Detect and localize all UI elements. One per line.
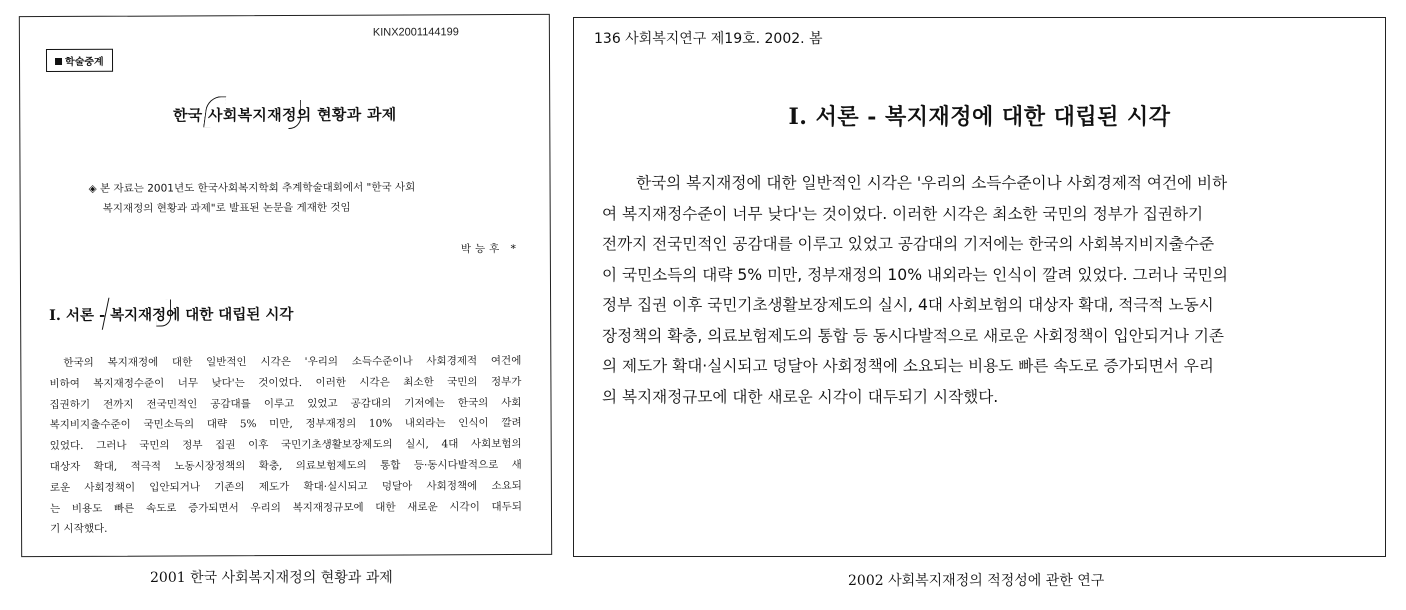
right-caption: 2002 사회복지재정의 적정성에 관한 연구 bbox=[848, 573, 1105, 589]
body-line: 있었다. 그러나 국민의 정부 집권 이후 국민기초생활보장제도의 실시, 4대 사회보험의 bbox=[49, 438, 522, 453]
document-id: KINX2001144199 bbox=[372, 26, 459, 39]
body-text bbox=[49, 351, 522, 540]
section-heading-suffix: 에 대한 대립된 시각 bbox=[166, 305, 294, 324]
square-bullet-icon bbox=[55, 58, 62, 65]
body-line: 이 국민소득의 대략 5% 미만, 정부재정의 10% 내외라는 인식이 깔려 있었다. 그러나 국민의 bbox=[602, 265, 1228, 284]
body-line: 전까지 전국민적인 공감대를 이루고 있었고 공감대의 기저에는 한국의 사회복지비지출수준 bbox=[602, 235, 1215, 253]
section-heading-prefix: Ⅰ. 서론 - bbox=[49, 306, 111, 325]
body-line: 한국의 복지재정에 대한 일반적인 시각은 '우리의 소득수준이나 사회경제적 여건에 비하 bbox=[636, 174, 1228, 192]
left-document-page bbox=[19, 14, 552, 557]
category-tag-label: 학술중계 bbox=[65, 56, 104, 68]
body-line: 는 비용도 빠른 속도로 증가되면서 우리의 복지재정규모에 대한 새로운 시각이 대두되 bbox=[49, 500, 522, 515]
body-line: 로운 사회정책이 입안되거나 기존의 제도가 확대·실시되고 덩달아 사회정책에 소요되 bbox=[49, 479, 522, 494]
section-heading-highlight: 복지재정 bbox=[110, 304, 166, 325]
note-line: ◈ 본 자료는 2001년도 한국사회복지학회 추계학술대회에서 "한국 사회 bbox=[88, 181, 416, 195]
author-name: 박능후 * bbox=[460, 242, 520, 256]
body-text bbox=[602, 168, 1350, 412]
body-line: 대상자 확대, 적극적 노동시장정책의 확충, 의료보험제도의 통합 등·동시다발적으로 새 bbox=[49, 458, 522, 474]
section-heading: Ⅰ. 서론 - 복지재정에 대한 대립된 시각 bbox=[788, 104, 1171, 130]
body-line: 복지비지출수준이 국민소득의 대략 5% 미만, 정부재정의 10% 내외라는 인식이 깔려 bbox=[49, 417, 522, 432]
journal-header: 136 사회복지연구 제19호. 2002. 봄 bbox=[594, 31, 823, 47]
body-line: 기 시작했다. bbox=[50, 523, 108, 536]
body-line: 비하여 복지재정수준이 너무 낮다'는 것이었다. 이러한 시각은 최소한 국민의 정부가 bbox=[49, 375, 522, 390]
body-line: 장정책의 확충, 의료보험제도의 통합 등 동시다발적으로 새로운 사회정책이 입안되거나 기존 bbox=[602, 326, 1224, 345]
paper-title-prefix: 한국 bbox=[172, 106, 209, 125]
category-tag bbox=[46, 49, 113, 72]
right-document-page bbox=[573, 17, 1386, 557]
paper-title-highlight: 사회복지재정 bbox=[207, 105, 297, 125]
body-line: 의 제도가 확대·실시되고 덩달아 사회정책에 소요되는 비용도 빠른 속도로 증가되면서 우리 bbox=[602, 357, 1214, 375]
body-line: 여 복지재정수준이 너무 낮다'는 것이었다. 이러한 시각은 최소한 국민의 정부가 집권하기 bbox=[602, 204, 1204, 223]
body-line: 의 복지재정규모에 대한 새로운 시각이 대두되기 시작했다. bbox=[602, 387, 999, 406]
section-heading bbox=[49, 303, 293, 325]
body-line: 한국의 복지재정에 대한 일반적인 시각은 '우리의 소득수준이나 사회경제적 여건에 bbox=[63, 354, 522, 369]
paper-title-suffix: 의 현황과 과제 bbox=[296, 105, 397, 124]
body-line: 집권하기 전까지 전국민적인 공감대를 이루고 있었고 공감대의 기저에는 한국의 사회 bbox=[49, 396, 522, 411]
publication-note bbox=[89, 177, 509, 219]
left-caption: 2001 한국 사회복지재정의 현황과 과제 bbox=[150, 570, 393, 586]
paper-title bbox=[20, 103, 549, 126]
note-line: 복지재정의 현황과 과제"로 발표된 논문을 게재한 것임 bbox=[102, 201, 351, 215]
body-line: 정부 집권 이후 국민기초생활보장제도의 실시, 4대 사회보험의 대상자 확대, 적극적 노동시 bbox=[602, 296, 1214, 314]
